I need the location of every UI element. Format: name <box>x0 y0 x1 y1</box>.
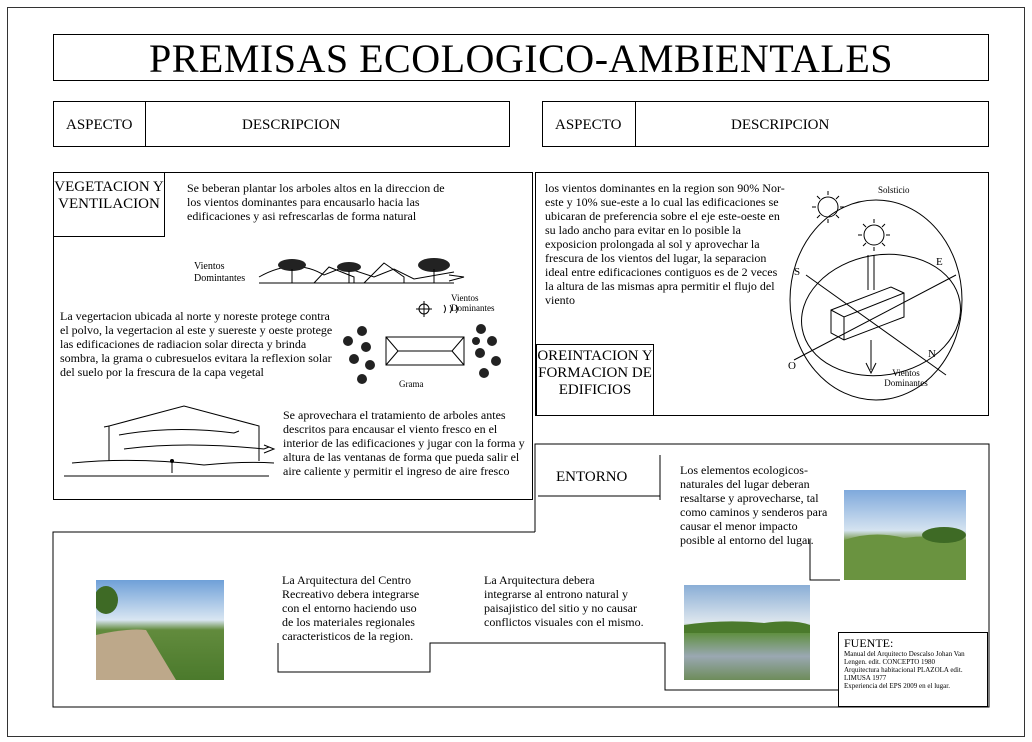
ventilation-section-drawing <box>64 401 274 481</box>
vientos-label: Vientos Domintantes <box>194 261 246 284</box>
right-aspect-label: ASPECTO <box>555 117 622 133</box>
photo-wetland <box>684 585 810 680</box>
shrub-group-left <box>343 326 375 384</box>
fuente-line: Arquitectura habitacional PLAZOLA edit. LIMUSA 1977 <box>844 666 963 682</box>
diagram-vientos: Vientos Dominantes <box>884 368 928 388</box>
plan-vientos-label: Vientos Dominantes <box>451 293 495 313</box>
vegetation-plan-drawing <box>336 301 516 391</box>
page-title: PREMISAS ECOLOGICO-AMBIENTALES <box>148 36 894 81</box>
orientacion-label: OREINTACION Y FORMACION DE EDIFICIOS <box>537 348 653 398</box>
vegetacion-text1: Se beberan plantar los arboles altos en la direccion de los vientos dominantes para encausarlo hacia las edificaciones y asi refrescarlas de forma natural <box>187 181 445 223</box>
entorno-text1: Los elementos ecologicos-naturales del lugar deberan resaltarse y aprovecharse, tal como caminos y senderos para causar el menor impacto posible al entorno del lugar. <box>680 463 828 547</box>
left-aspect-label: ASPECTO <box>66 117 133 133</box>
entorno-label: ENTORNO <box>556 469 628 485</box>
diagram-n: N <box>928 348 936 360</box>
fuente-line: Experiencia del EPS 2009 en el lugar. <box>844 682 950 690</box>
right-header <box>542 101 989 147</box>
diagram-s: S <box>794 266 801 278</box>
vegetacion-label: VEGETACION Y VENTILACION <box>54 179 164 212</box>
photo-field-path <box>844 490 966 580</box>
left-description-label: DESCRIPCION <box>242 117 341 133</box>
entorno-text2: La Arquitectura del Centro Recreativo debera integrarse con el entorno haciendo uso de los materiales regionales caracteristicos de la region. <box>282 573 420 643</box>
photo-dirt-road <box>96 580 224 680</box>
orientacion-text: los vientos dominantes en la region son 90% Nor-este y 10% sue-este a lo cual las edificaciones se ubicaran de preferencia sobre el eje este-oeste en su lado ancho para evitar en lo posible la exposicion prolongada al sol y aprovechar la frescura de los vientos del lugar, la separacion ideal entre edificaciones contiguos es de 2 veces la altura de las mismas apra permitir el flujo del viento <box>545 181 785 307</box>
tree-icon <box>337 262 361 283</box>
fuente-box <box>838 632 988 707</box>
person-icon <box>170 459 174 473</box>
orientacion-panel <box>535 172 989 416</box>
diagram-o: O <box>788 360 796 372</box>
compass-icon <box>416 301 432 317</box>
orientacion-label-box <box>536 344 654 416</box>
vegetacion-label-box <box>53 172 165 237</box>
vegetacion-panel <box>53 172 533 500</box>
sun-icon <box>812 191 844 223</box>
plan-grama-label: Grama <box>399 379 424 389</box>
fuente-line: Manual del Arquitecto Descalso Johan Van Lengen. edit. CONCEPTO 1980 <box>844 650 965 666</box>
fuente-title: FUENTE: <box>844 636 894 650</box>
sun-icon <box>858 219 890 251</box>
vegetacion-text3: Se aprovechara el tratamiento de arboles antes descritos para encausar el viento fresco en el interior de las edificaciones y jugar con la forma y altura de las ventanas de forma que pueda salir el aire caliente y permitir el ingreso de aire fresco <box>283 408 525 478</box>
title-box <box>53 34 989 81</box>
diagram-sol: Solsticio <box>878 185 910 195</box>
vegetacion-text2: La vegertacion ubicada al norte y noreste protege contra el polvo, la vegertacion al este y suereste y oeste protege las edificaciones de radiacion solar directa y brinda sombra, la grama o cubresuelos evitara la reflexion solar del suelo por la frescura de la capa vegetal <box>60 309 333 379</box>
shrub-group-right <box>472 324 501 378</box>
vegetation-section-drawing <box>254 247 474 297</box>
entorno-text3: La Arquitectura debera integrarse al entrono natural y paisajistico del sitio y no causar conflictos visuales con el mismo. <box>484 573 644 629</box>
diagram-e: E <box>936 256 943 268</box>
tree-icon <box>278 259 306 283</box>
left-header <box>53 101 510 147</box>
right-description-label: DESCRIPCION <box>731 117 830 133</box>
tree-icon <box>418 258 450 283</box>
left-header-divider <box>145 102 146 146</box>
right-header-divider <box>635 102 636 146</box>
